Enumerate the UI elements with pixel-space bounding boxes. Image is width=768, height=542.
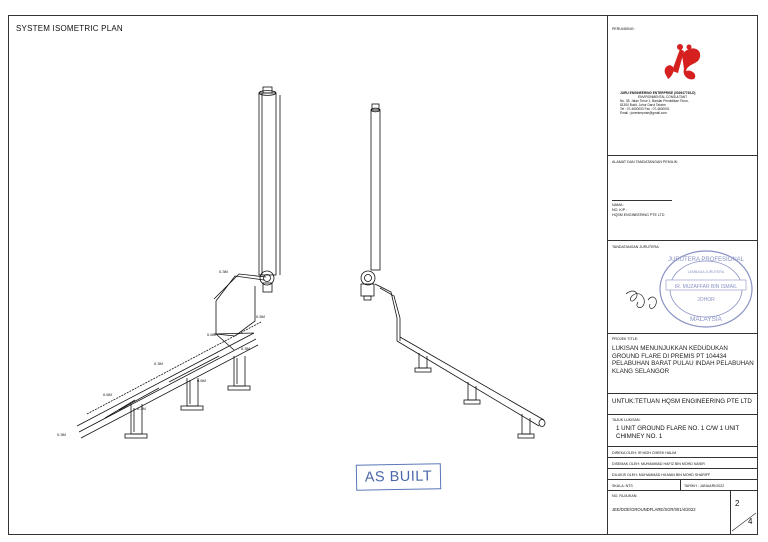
consultant-label: PERUNDING: [612,27,635,31]
owner-section [608,155,758,240]
owner-label: ALAMAT DAN TANDATANGAN PEMILIK: [612,160,679,164]
drawn-by: DIREKA OLEH: IR MOH CHEEK HALIM [612,451,677,455]
project-section [608,333,758,393]
owner-name-label: NAMA : [612,203,625,207]
svg-text:0.3M: 0.3M [219,269,228,274]
owner-ic-label: NO. K/P : [612,208,628,212]
svg-text:0.6M: 0.6M [103,392,112,397]
scope-section [608,414,758,446]
firm-sub: ENVIRONMENTAL CONSULTANT [638,95,688,99]
svg-text:0.3M: 0.3M [154,361,163,366]
consultant-firm [620,91,750,115]
svg-text:0.3M: 0.3M [137,406,146,411]
firm-email: Email : jueenterprise@gmail.com [620,111,667,115]
svg-text:0.5M: 0.5M [256,314,265,319]
firm-name: JURU ENGINEERING ENTERPRISE (002947745-D) [620,91,696,95]
isometric-drawing [9,16,607,534]
project-title: LUKISAN MENUNJUKKAN KEDUDUKAN GROUND FLARE DI PREMIS PT 104434 PELABUHAN BARAT PULAU INDAH PELABUHAN KLANG SELANGOR [612,345,754,375]
svg-text:0.6M: 0.6M [197,378,206,383]
seal-state: JOHOR [697,297,715,303]
client-section [608,393,758,414]
left-chimney [259,87,280,292]
scope-text: 1 UNIT GROUND FLARE NO. 1 C/W 1 UNIT CHIMNEY NO. 1 [616,425,740,440]
firm-address-2: 81300 Bukit, Johor Darul Takzim [620,103,666,107]
title-block [607,15,758,535]
seal-name: IR. MUZAFFAR BIN ISMAIL [674,284,738,290]
as-built-stamp: AS BUILT [356,463,441,490]
scale-date-row [608,479,758,490]
engineer-seal-icon [656,247,756,331]
project-label: PROJEK TITLE: [612,337,639,341]
checked-by: DISEMAK OLEH: MUHAMMAD HAFIZ BIN MOHD NASIR [612,462,705,466]
reference-row [608,490,758,535]
approved-by: DILUKIS OLEH: MUHAMMAD HILMAN BIN MOHD SHARIFF [612,473,711,477]
left-ducting [77,274,266,438]
seal-ring-top: JURUTERA PROFESIONAL [667,257,745,263]
sheet-number-divider [730,491,758,536]
engineer-section [608,240,758,333]
reference-label: NO. RUJUKAN: [612,494,638,498]
firm-tel: Tel : 07-4600000 Fax : 07-4600001 [620,107,670,111]
approved-by-row [608,468,758,479]
scope-label: TAJUK LUKISAN: [612,418,641,422]
svg-text:0.3M: 0.3M [57,432,66,437]
scale: SKALA: NTS [612,484,633,488]
drawing-title: SYSTEM ISOMETRIC PLAN [16,24,123,33]
firm-address-1: No. 35, Jalan Timur 1, Bandar Pendidikan Timur, [620,99,689,103]
reference-number: JEE/DOE/GROUNDFLARE/SGR/001/4/2022 [612,507,696,512]
drawn-by-row [608,446,758,457]
sheet-number: 2 [735,499,740,508]
svg-text:0.3M: 0.3M [241,346,250,351]
consultant-section [608,15,758,155]
seal-country: MALAYSIA [689,316,723,323]
engineer-signature-icon [622,286,662,316]
owner-company: HQSM ENGINEERING PTE LTD [612,213,665,217]
consultant-logo-icon [658,41,708,83]
checked-by-row [608,457,758,468]
client-line: UNTUK:TETUAN HQSM ENGINEERING PTE LTD [612,398,752,405]
dimension-annotations [57,269,265,437]
sheets-total: 4 [748,517,753,526]
right-pipe-run [375,284,545,438]
owner-signature-line [612,200,672,201]
scale-date-divider [680,480,681,490]
engineer-label: TANDATANGAN JURUTERA: [612,245,660,249]
right-chimney [361,104,380,300]
date: TARIKH : JANUARI/2022 [684,484,725,488]
seal-ring-sub: LEMBAGA JURUTERA [687,270,725,274]
svg-text:0.6M: 0.6M [207,332,216,337]
